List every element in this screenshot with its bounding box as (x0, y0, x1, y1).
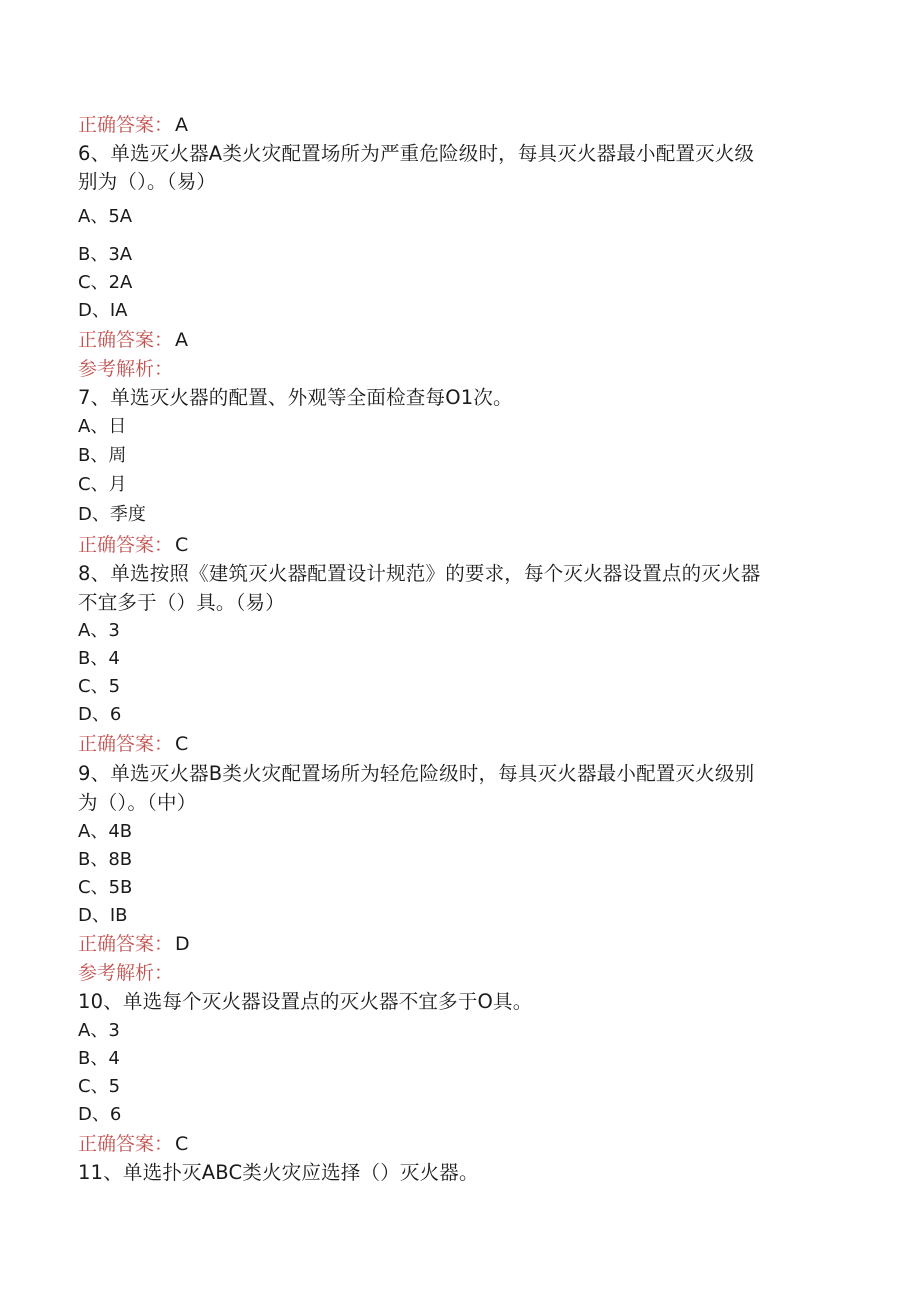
question-9-option-b: B、8B (78, 849, 133, 870)
answer-value: C (175, 1133, 189, 1155)
question-6-option-d: D、IA (78, 300, 128, 321)
answer-line-q6 (78, 328, 188, 352)
question-7-option-d: D、季度 (78, 504, 146, 525)
question-6-option-a: A、5A (78, 206, 133, 227)
answer-line-q10 (78, 1132, 188, 1156)
answer-label: 正确答案： (78, 933, 174, 955)
question-10-option-c: C、5 (78, 1076, 121, 1097)
question-9-option-c: C、5B (78, 877, 133, 898)
answer-label: 正确答案： (78, 1133, 174, 1155)
answer-line-q9 (78, 932, 190, 956)
question-10-option-b: B、4 (78, 1048, 120, 1069)
answer-value: C (175, 534, 189, 556)
answer-value: D (175, 933, 190, 955)
analysis-label-q6: 参考解析： (78, 358, 174, 380)
question-6-line-2: 别为（）。（易） (78, 170, 217, 193)
analysis-label-q9: 参考解析： (78, 962, 174, 984)
question-9-line-2: 为（）。（中） (78, 791, 197, 814)
question-10-line-1: 10、单选每个灭火器设置点的灭火器不宜多于O具。 (78, 990, 533, 1013)
answer-label: 正确答案： (78, 733, 174, 755)
question-9-option-a: A、4B (78, 821, 133, 842)
question-7-option-b: B、周 (78, 445, 127, 466)
answer-line-q7 (78, 533, 188, 557)
answer-value: A (175, 114, 189, 136)
question-9-line-1: 9、单选灭火器B类火灾配置场所为轻危险级时，每具灭火器最小配置灭火级别 (78, 762, 755, 785)
question-11-line-1: 11、单选扑灭ABC类火灾应选择（）灭火器。 (78, 1161, 479, 1184)
question-6-option-c: C、2A (78, 272, 133, 293)
question-7-line-1: 7、单选灭火器的配置、外观等全面检查每O1次。 (78, 386, 513, 409)
answer-line-q8 (78, 732, 188, 756)
question-6-option-b: B、3A (78, 244, 133, 265)
question-8-option-d: D、6 (78, 704, 122, 725)
answer-label: 正确答案： (78, 114, 174, 136)
answer-label: 正确答案： (78, 534, 174, 556)
answer-value: A (175, 329, 189, 351)
question-10-option-a: A、3 (78, 1020, 120, 1041)
question-10-option-d: D、6 (78, 1104, 122, 1125)
question-8-line-1: 8、单选按照《建筑灭火器配置设计规范》的要求，每个灭火器设置点的灭火器 (78, 562, 761, 585)
question-8-option-b: B、4 (78, 648, 120, 669)
question-9-option-d: D、IB (78, 905, 128, 926)
question-8-line-2: 不宜多于（）具。（易） (78, 591, 285, 614)
question-8-option-a: A、3 (78, 620, 120, 641)
answer-line-q5 (78, 113, 188, 137)
question-7-option-c: C、月 (78, 474, 127, 495)
question-6-line-1: 6、单选灭火器A类火灾配置场所为严重危险级时，每具灭火器最小配置灭火级 (78, 142, 755, 165)
question-8-option-c: C、5 (78, 676, 121, 697)
answer-label: 正确答案： (78, 329, 174, 351)
answer-value: C (175, 733, 189, 755)
question-7-option-a: A、日 (78, 416, 127, 437)
